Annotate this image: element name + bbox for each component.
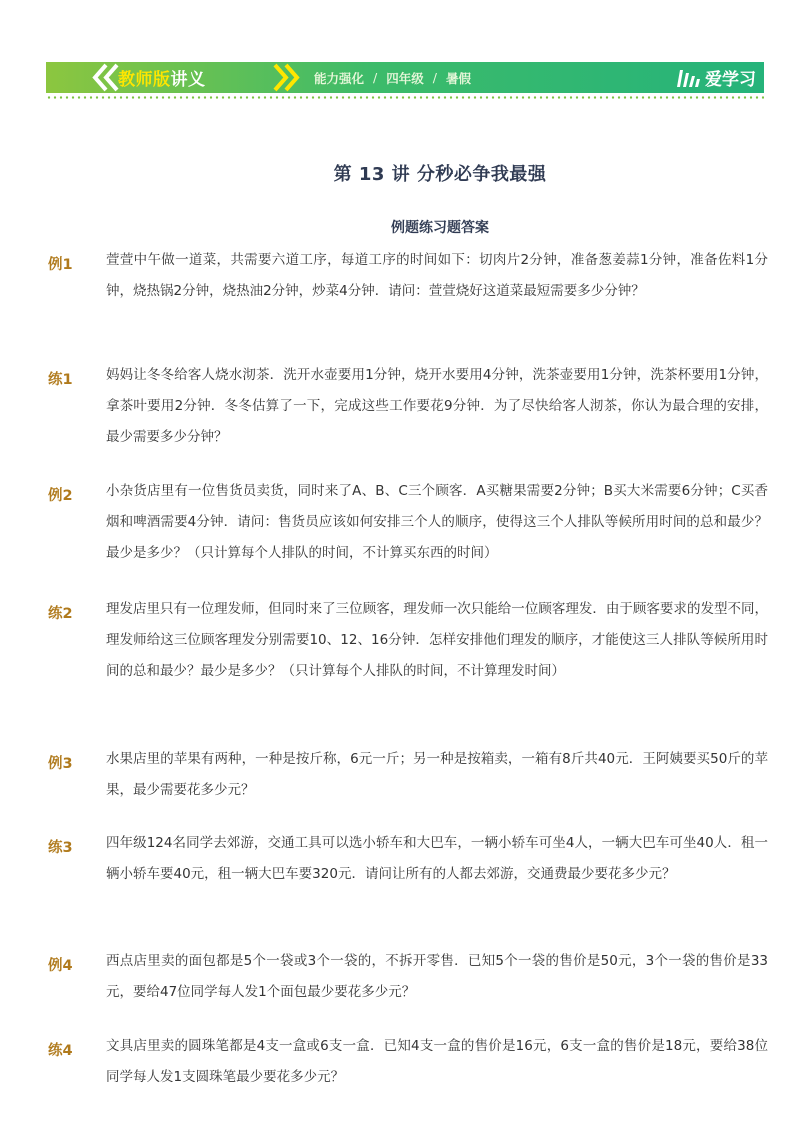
problem-text: 小杂货店里有一位售货员卖货，同时来了A、B、C三个顾客．A买糖果需要2分钟；B买大米需要6分钟；C买香烟和啤酒需要4分钟．请问：售货员应该如何安排三个人的顺序，使得这三个人排队等候所用时间的总和最少？最少是多少？（只计算每个人排队的时间，不计算买东西的时间） [106, 483, 768, 561]
problem-label: 例3 [48, 756, 73, 772]
double-chevron-right-icon [267, 62, 307, 93]
breadcrumb-separator: / [432, 70, 437, 85]
breadcrumb-separator: / [373, 70, 378, 85]
breadcrumb [314, 62, 471, 93]
leaf-logo-icon [675, 67, 701, 89]
problem-text: 四年级124名同学去郊游，交通工具可以选小轿车和大巴车，一辆小轿车可坐4人，一辆大巴车可坐40人．租一辆小轿车要40元，租一辆大巴车要320元．请问让所有的人都去郊游，交通费最少要花多少元？ [106, 835, 768, 882]
problem-label: 练2 [48, 606, 73, 622]
lecture-title: 第 13 讲 分秒必争我最强 [333, 164, 547, 185]
breadcrumb-item: 暑假 [445, 70, 471, 86]
logo-text: 爱学习 [705, 70, 756, 90]
brand-secondary: 讲义 [170, 70, 206, 90]
dotted-divider [46, 96, 764, 99]
problem-label: 练1 [48, 372, 73, 388]
brand-primary: 教师版 [118, 70, 171, 90]
section-subtitle: 例题练习题答案 [391, 220, 489, 236]
problem-text: 理发店里只有一位理发师，但同时来了三位顾客，理发师一次只能给一位顾客理发．由于顾客要求的发型不同，理发师给这三位顾客理发分别需要10、12、16分钟．怎样安排他们理发的顺序，才能使这三人排队等候所用时间的总和最少？最少是多少？（只计算每个人排队的时间，不计算理发时间） [106, 601, 768, 679]
breadcrumb-item: 能力强化 [314, 70, 365, 86]
problem-text: 水果店里的苹果有两种，一种是按斤称，6元一斤；另一种是按箱卖，一箱有8斤共40元．王阿姨要买50斤的苹果，最少需要花多少元？ [106, 751, 768, 798]
problem-text: 西点店里卖的面包都是5个一袋或3个一袋的，不拆开零售．已知5个一袋的售价是50元，3个一袋的售价是33元，要给47位同学每人发1个面包最少要花多少元？ [106, 953, 768, 1000]
brand-title [118, 65, 268, 90]
header-bar [46, 62, 764, 93]
problem-text: 文具店里卖的圆珠笔都是4支一盒或6支一盒．已知4支一盒的售价是16元，6支一盒的售价是18元，要给38位同学每人发1支圆珠笔最少要花多少元？ [106, 1038, 768, 1085]
problem-text: 妈妈让冬冬给客人烧水沏茶．洗开水壶要用1分钟，烧开水要用4分钟，洗茶壶要用1分钟，洗茶杯要用1分钟，拿茶叶要用2分钟．冬冬估算了一下，完成这些工作要花9分钟．为了尽快给客人沏茶，你认为最合理的安排，最少需要多少分钟？ [106, 367, 768, 445]
logo [675, 62, 756, 93]
problem-label: 练4 [48, 1043, 73, 1059]
problem-label: 例2 [48, 488, 73, 504]
problem-label: 例4 [48, 958, 73, 974]
problem-text: 萱萱中午做一道菜，共需要六道工序，每道工序的时间如下：切肉片2分钟，准备葱姜蒜1分钟，准备佐料1分钟，烧热锅2分钟，烧热油2分钟，炒菜4分钟．请问：萱萱烧好这道菜最短需要多少分钟？ [106, 252, 768, 299]
problem-label: 练3 [48, 840, 73, 856]
breadcrumb-item: 四年级 [386, 70, 424, 86]
problem-label: 例1 [48, 257, 73, 273]
